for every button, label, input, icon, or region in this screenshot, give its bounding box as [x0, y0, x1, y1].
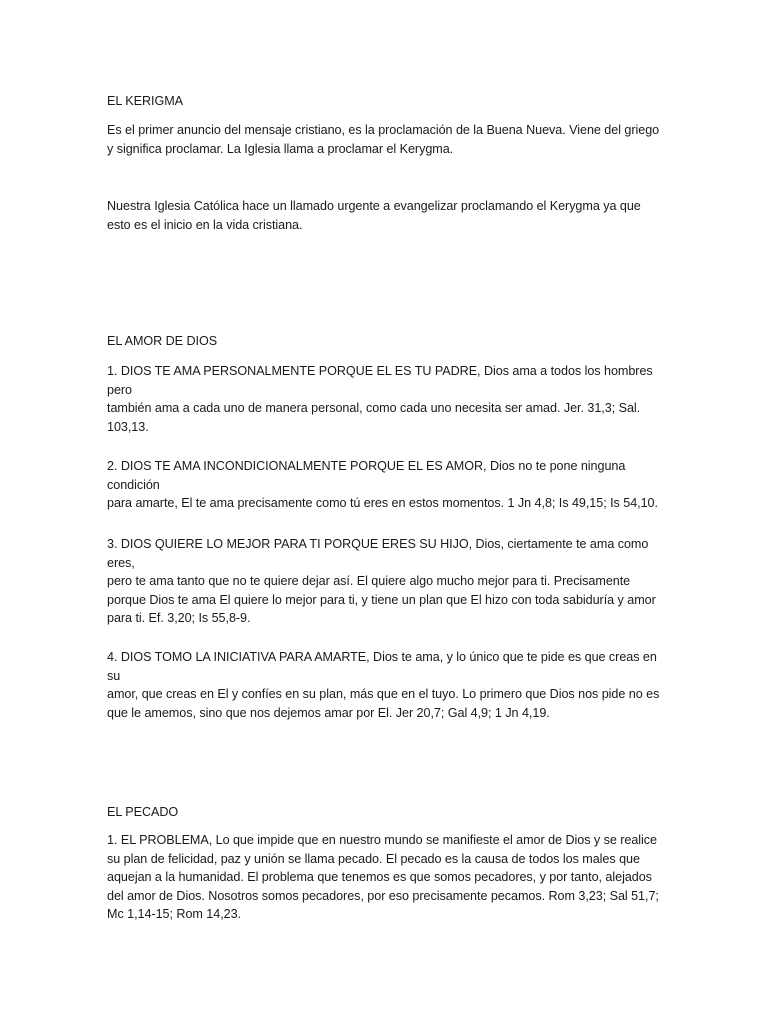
section-heading-amor-de-dios: EL AMOR DE DIOS	[107, 334, 218, 348]
section-heading-kerigma: EL KERIGMA	[107, 94, 184, 108]
amor-item-4: 4. DIOS TOMO LA INICIATIVA PARA AMARTE, Dios te ama, y lo único que te pide es que creas en su amor, que creas en El y confíes en su plan, más que en el tuyo. Lo primero que Dios nos pide no es que le amemos, sino que nos dejemos amar por El. Jer 20,7; Gal 4,9; 1 Jn 4,19.	[107, 650, 660, 720]
amor-item-3: 3. DIOS QUIERE LO MEJOR PARA TI PORQUE ERES SU HIJO, Dios, ciertamente te ama como eres, pero te ama tanto que no te quiere dejar así. El quiere algo mucho mejor para ti. Precisamente porque Dios te ama El quiere lo mejor para ti, y tiene un plan que El hizo con toda sabiduría y amor para ti. Ef. 3,20; Is 55,8-9.	[107, 537, 656, 625]
kerigma-paragraph-2: Nuestra Iglesia Católica hace un llamado urgente a evangelizar proclamando el Kerygma ya que esto es el inicio en la vida cristiana.	[107, 199, 641, 232]
pecado-item-1: 1. EL PROBLEMA, Lo que impide que en nuestro mundo se manifieste el amor de Dios y se realice su plan de felicidad, paz y unión se llama pecado. El pecado es la causa de todos los males que aquejan a la humanidad. El problema que tenemos es que somos pecadores, y por tanto, alejados del amor de Dios. Nosotros somos pecadores, por eso precisamente pecamos. Rom 3,23; Sal 51,7; Mc 1,14-15; Rom 14,23.	[107, 833, 659, 921]
section-heading-pecado: EL PECADO	[107, 805, 179, 819]
amor-item-2: 2. DIOS TE AMA INCONDICIONALMENTE PORQUE EL ES AMOR, Dios no te pone ninguna condición para amarte, El te ama precisamente como tú eres en estos momentos. 1 Jn 4,8; Is 49,15; Is 54,10.	[107, 459, 658, 510]
kerigma-paragraph-1: Es el primer anuncio del mensaje cristiano, es la proclamación de la Buena Nueva. Viene del griego y significa proclamar. La Iglesia llama a proclamar el Kerygma.	[107, 123, 660, 156]
amor-item-1: 1. DIOS TE AMA PERSONALMENTE PORQUE EL ES TU PADRE, Dios ama a todos los hombres pero también ama a cada uno de manera personal, como cada uno necesita ser amad. Jer. 31,3; Sal. 103,13.	[107, 364, 653, 434]
